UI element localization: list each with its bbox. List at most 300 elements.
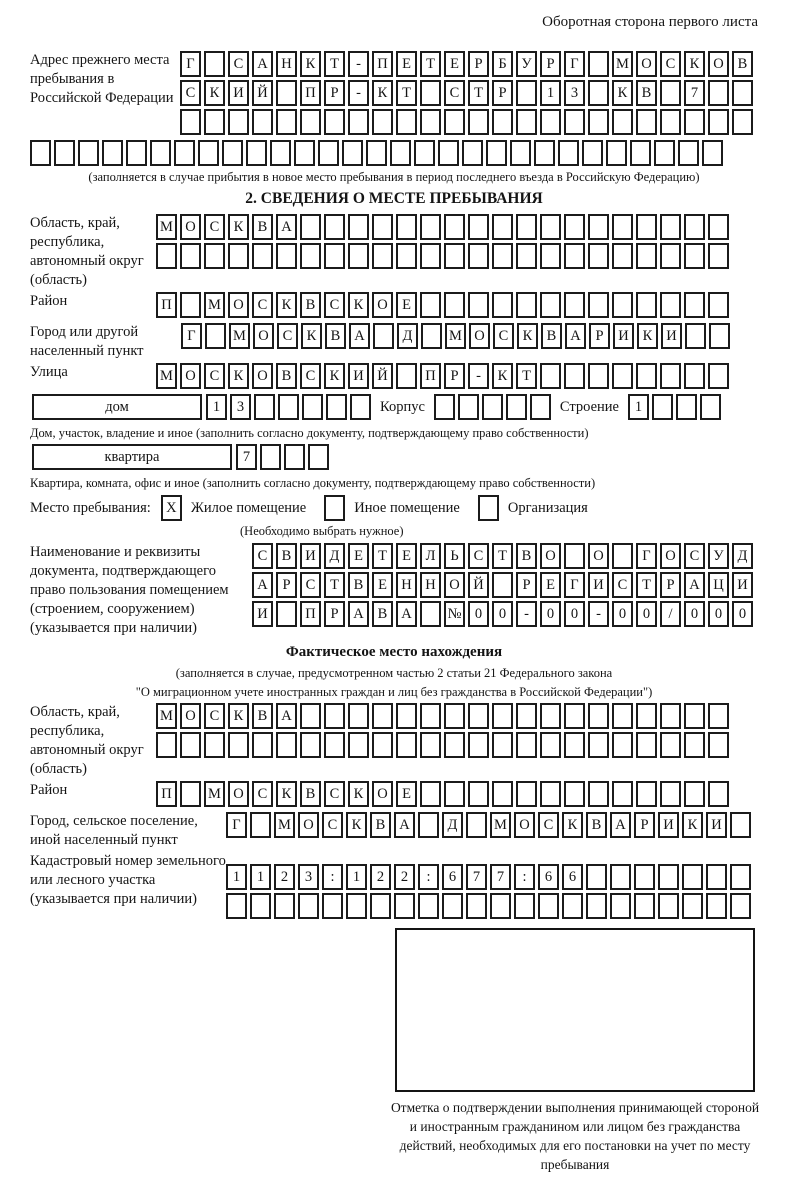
char-box[interactable]: [660, 80, 681, 106]
char-box[interactable]: [396, 109, 417, 135]
char-box[interactable]: [564, 363, 585, 389]
char-box[interactable]: -: [348, 51, 369, 77]
char-box[interactable]: [205, 323, 226, 349]
char-box[interactable]: Т: [492, 543, 513, 569]
char-box[interactable]: [636, 292, 657, 318]
char-box[interactable]: [156, 732, 177, 758]
char-box[interactable]: 1: [540, 80, 561, 106]
char-box[interactable]: К: [684, 51, 705, 77]
char-box[interactable]: О: [253, 323, 274, 349]
char-box[interactable]: [462, 140, 483, 166]
char-box[interactable]: [468, 732, 489, 758]
char-box[interactable]: [492, 243, 513, 269]
char-box[interactable]: [634, 893, 655, 919]
char-box[interactable]: [652, 394, 673, 420]
char-box[interactable]: А: [252, 572, 273, 598]
char-box[interactable]: [370, 893, 391, 919]
char-box[interactable]: [540, 214, 561, 240]
char-box[interactable]: [466, 812, 487, 838]
char-box[interactable]: [444, 732, 465, 758]
organization-checkbox[interactable]: [478, 495, 499, 521]
char-box[interactable]: В: [636, 80, 657, 106]
char-box[interactable]: [396, 703, 417, 729]
char-box[interactable]: П: [420, 363, 441, 389]
char-box[interactable]: Г: [226, 812, 247, 838]
char-box[interactable]: К: [204, 80, 225, 106]
char-box[interactable]: [204, 732, 225, 758]
char-box[interactable]: Е: [396, 292, 417, 318]
char-box[interactable]: [298, 893, 319, 919]
char-box[interactable]: К: [228, 703, 249, 729]
char-box[interactable]: И: [706, 812, 727, 838]
char-box[interactable]: [706, 864, 727, 890]
char-box[interactable]: [658, 864, 679, 890]
char-box[interactable]: О: [180, 703, 201, 729]
char-box[interactable]: -: [468, 363, 489, 389]
char-box[interactable]: В: [300, 292, 321, 318]
char-box[interactable]: [730, 812, 751, 838]
char-box[interactable]: П: [156, 781, 177, 807]
char-box[interactable]: К: [346, 812, 367, 838]
char-box[interactable]: [588, 703, 609, 729]
char-box[interactable]: [558, 140, 579, 166]
char-box[interactable]: [372, 732, 393, 758]
char-box[interactable]: М: [490, 812, 511, 838]
char-box[interactable]: [228, 109, 249, 135]
char-box[interactable]: [676, 394, 697, 420]
char-box[interactable]: [342, 140, 363, 166]
char-box[interactable]: [708, 781, 729, 807]
char-box[interactable]: [630, 140, 651, 166]
char-box[interactable]: С: [324, 292, 345, 318]
char-box[interactable]: В: [370, 812, 391, 838]
char-box[interactable]: К: [228, 363, 249, 389]
char-box[interactable]: А: [348, 601, 369, 627]
char-box[interactable]: [540, 703, 561, 729]
char-box[interactable]: 3: [298, 864, 319, 890]
char-box[interactable]: [732, 80, 753, 106]
char-box[interactable]: [588, 781, 609, 807]
char-box[interactable]: С: [228, 51, 249, 77]
char-box[interactable]: [308, 444, 329, 470]
char-box[interactable]: [396, 732, 417, 758]
char-box[interactable]: С: [538, 812, 559, 838]
char-box[interactable]: О: [228, 292, 249, 318]
char-box[interactable]: А: [610, 812, 631, 838]
char-box[interactable]: В: [252, 214, 273, 240]
char-box[interactable]: [246, 140, 267, 166]
char-box[interactable]: [588, 363, 609, 389]
char-box[interactable]: О: [514, 812, 535, 838]
char-box[interactable]: [254, 394, 275, 420]
char-box[interactable]: К: [612, 80, 633, 106]
char-box[interactable]: [434, 394, 455, 420]
char-box[interactable]: М: [274, 812, 295, 838]
char-box[interactable]: 7: [236, 444, 257, 470]
char-box[interactable]: [30, 140, 51, 166]
char-box[interactable]: Е: [540, 572, 561, 598]
char-box[interactable]: [516, 292, 537, 318]
char-box[interactable]: А: [396, 601, 417, 627]
char-box[interactable]: Р: [444, 363, 465, 389]
char-box[interactable]: У: [516, 51, 537, 77]
char-box[interactable]: О: [540, 543, 561, 569]
char-box[interactable]: [324, 243, 345, 269]
char-box[interactable]: О: [708, 51, 729, 77]
char-box[interactable]: [708, 243, 729, 269]
char-box[interactable]: [588, 732, 609, 758]
char-box[interactable]: [390, 140, 411, 166]
char-box[interactable]: Т: [396, 80, 417, 106]
char-box[interactable]: Й: [372, 363, 393, 389]
char-box[interactable]: Т: [468, 80, 489, 106]
char-box[interactable]: В: [732, 51, 753, 77]
char-box[interactable]: С: [252, 292, 273, 318]
char-box[interactable]: К: [276, 781, 297, 807]
char-box[interactable]: [372, 214, 393, 240]
char-box[interactable]: К: [348, 781, 369, 807]
char-box[interactable]: [418, 893, 439, 919]
char-box[interactable]: :: [322, 864, 343, 890]
char-box[interactable]: [492, 109, 513, 135]
char-box[interactable]: [156, 243, 177, 269]
char-box[interactable]: [420, 732, 441, 758]
char-box[interactable]: О: [469, 323, 490, 349]
char-box[interactable]: В: [372, 601, 393, 627]
char-box[interactable]: [174, 140, 195, 166]
char-box[interactable]: [654, 140, 675, 166]
char-box[interactable]: С: [684, 543, 705, 569]
char-box[interactable]: [492, 572, 513, 598]
char-box[interactable]: [492, 703, 513, 729]
char-box[interactable]: [458, 394, 479, 420]
char-box[interactable]: В: [276, 363, 297, 389]
char-box[interactable]: [708, 109, 729, 135]
char-box[interactable]: [658, 893, 679, 919]
char-box[interactable]: :: [418, 864, 439, 890]
char-box[interactable]: Е: [348, 543, 369, 569]
char-box[interactable]: [348, 109, 369, 135]
char-box[interactable]: [278, 394, 299, 420]
char-box[interactable]: [276, 80, 297, 106]
char-box[interactable]: 6: [562, 864, 583, 890]
char-box[interactable]: О: [252, 363, 273, 389]
char-box[interactable]: [540, 243, 561, 269]
char-box[interactable]: С: [322, 812, 343, 838]
char-box[interactable]: [318, 140, 339, 166]
char-box[interactable]: [492, 732, 513, 758]
char-box[interactable]: [564, 543, 585, 569]
char-box[interactable]: Д: [324, 543, 345, 569]
char-box[interactable]: [660, 214, 681, 240]
char-box[interactable]: [708, 732, 729, 758]
char-box[interactable]: С: [324, 781, 345, 807]
char-box[interactable]: [538, 893, 559, 919]
char-box[interactable]: 7: [466, 864, 487, 890]
char-box[interactable]: [612, 292, 633, 318]
char-box[interactable]: А: [276, 703, 297, 729]
char-box[interactable]: 0: [540, 601, 561, 627]
char-box[interactable]: [274, 893, 295, 919]
char-box[interactable]: [198, 140, 219, 166]
char-box[interactable]: 1: [346, 864, 367, 890]
char-box[interactable]: Р: [589, 323, 610, 349]
char-box[interactable]: [700, 394, 721, 420]
char-box[interactable]: Й: [252, 80, 273, 106]
char-box[interactable]: [442, 893, 463, 919]
char-box[interactable]: [516, 109, 537, 135]
char-box[interactable]: [612, 543, 633, 569]
char-box[interactable]: Г: [564, 51, 585, 77]
char-box[interactable]: 0: [684, 601, 705, 627]
char-box[interactable]: Ц: [708, 572, 729, 598]
char-box[interactable]: [684, 781, 705, 807]
char-box[interactable]: [420, 243, 441, 269]
char-box[interactable]: К: [276, 292, 297, 318]
char-box[interactable]: [636, 781, 657, 807]
char-box[interactable]: А: [276, 214, 297, 240]
char-box[interactable]: [421, 323, 442, 349]
char-box[interactable]: [222, 140, 243, 166]
char-box[interactable]: [636, 732, 657, 758]
char-box[interactable]: 0: [732, 601, 753, 627]
char-box[interactable]: [636, 243, 657, 269]
char-box[interactable]: Р: [660, 572, 681, 598]
char-box[interactable]: [534, 140, 555, 166]
char-box[interactable]: [684, 243, 705, 269]
char-box[interactable]: [660, 363, 681, 389]
char-box[interactable]: [78, 140, 99, 166]
char-box[interactable]: С: [444, 80, 465, 106]
char-box[interactable]: [372, 703, 393, 729]
char-box[interactable]: №: [444, 601, 465, 627]
char-box[interactable]: [506, 394, 527, 420]
char-box[interactable]: [420, 214, 441, 240]
char-box[interactable]: В: [586, 812, 607, 838]
char-box[interactable]: /: [660, 601, 681, 627]
char-box[interactable]: [394, 893, 415, 919]
char-box[interactable]: С: [252, 543, 273, 569]
char-box[interactable]: [444, 109, 465, 135]
char-box[interactable]: [418, 812, 439, 838]
char-box[interactable]: [540, 732, 561, 758]
char-box[interactable]: [708, 80, 729, 106]
char-box[interactable]: М: [445, 323, 466, 349]
char-box[interactable]: С: [300, 363, 321, 389]
char-box[interactable]: [396, 363, 417, 389]
char-box[interactable]: [562, 893, 583, 919]
char-box[interactable]: К: [300, 51, 321, 77]
char-box[interactable]: [444, 703, 465, 729]
char-box[interactable]: [588, 292, 609, 318]
char-box[interactable]: В: [541, 323, 562, 349]
char-box[interactable]: [540, 781, 561, 807]
char-box[interactable]: [444, 781, 465, 807]
char-box[interactable]: О: [444, 572, 465, 598]
char-box[interactable]: [250, 812, 271, 838]
char-box[interactable]: Н: [276, 51, 297, 77]
char-box[interactable]: П: [300, 80, 321, 106]
char-box[interactable]: [685, 323, 706, 349]
char-box[interactable]: Р: [634, 812, 655, 838]
char-box[interactable]: [396, 243, 417, 269]
char-box[interactable]: [348, 243, 369, 269]
char-box[interactable]: [348, 703, 369, 729]
char-box[interactable]: Е: [396, 781, 417, 807]
char-box[interactable]: [610, 864, 631, 890]
char-box[interactable]: [444, 243, 465, 269]
char-box[interactable]: Б: [492, 51, 513, 77]
char-box[interactable]: [420, 109, 441, 135]
char-box[interactable]: Т: [516, 363, 537, 389]
other-premises-checkbox[interactable]: [324, 495, 345, 521]
char-box[interactable]: Р: [492, 80, 513, 106]
char-box[interactable]: Е: [396, 543, 417, 569]
char-box[interactable]: В: [516, 543, 537, 569]
char-box[interactable]: 2: [370, 864, 391, 890]
char-box[interactable]: [636, 363, 657, 389]
char-box[interactable]: М: [156, 363, 177, 389]
char-box[interactable]: И: [348, 363, 369, 389]
char-box[interactable]: [610, 893, 631, 919]
char-box[interactable]: [708, 363, 729, 389]
char-box[interactable]: [420, 80, 441, 106]
char-box[interactable]: [486, 140, 507, 166]
char-box[interactable]: К: [517, 323, 538, 349]
char-box[interactable]: К: [637, 323, 658, 349]
char-box[interactable]: [294, 140, 315, 166]
char-box[interactable]: [564, 703, 585, 729]
char-box[interactable]: [490, 893, 511, 919]
char-box[interactable]: Г: [564, 572, 585, 598]
char-box[interactable]: [588, 214, 609, 240]
char-box[interactable]: М: [229, 323, 250, 349]
char-box[interactable]: 7: [490, 864, 511, 890]
char-box[interactable]: [420, 292, 441, 318]
char-box[interactable]: -: [588, 601, 609, 627]
char-box[interactable]: [350, 394, 371, 420]
char-box[interactable]: [252, 732, 273, 758]
char-box[interactable]: [228, 732, 249, 758]
char-box[interactable]: [468, 109, 489, 135]
char-box[interactable]: 6: [538, 864, 559, 890]
char-box[interactable]: А: [252, 51, 273, 77]
char-box[interactable]: И: [228, 80, 249, 106]
char-box[interactable]: [444, 214, 465, 240]
char-box[interactable]: Р: [276, 572, 297, 598]
char-box[interactable]: [706, 893, 727, 919]
char-box[interactable]: [634, 864, 655, 890]
char-box[interactable]: [284, 444, 305, 470]
char-box[interactable]: [516, 80, 537, 106]
char-box[interactable]: [684, 363, 705, 389]
char-box[interactable]: Д: [442, 812, 463, 838]
char-box[interactable]: [732, 109, 753, 135]
char-box[interactable]: Р: [540, 51, 561, 77]
char-box[interactable]: [516, 732, 537, 758]
char-box[interactable]: [228, 243, 249, 269]
char-box[interactable]: 1: [250, 864, 271, 890]
char-box[interactable]: [730, 893, 751, 919]
char-box[interactable]: К: [492, 363, 513, 389]
char-box[interactable]: М: [156, 703, 177, 729]
char-box[interactable]: К: [324, 363, 345, 389]
char-box[interactable]: О: [372, 781, 393, 807]
char-box[interactable]: [540, 109, 561, 135]
char-box[interactable]: [300, 732, 321, 758]
char-box[interactable]: А: [349, 323, 370, 349]
char-box[interactable]: [276, 109, 297, 135]
char-box[interactable]: А: [684, 572, 705, 598]
char-box[interactable]: [438, 140, 459, 166]
char-box[interactable]: [516, 214, 537, 240]
char-box[interactable]: [606, 140, 627, 166]
char-box[interactable]: [372, 109, 393, 135]
char-box[interactable]: [204, 109, 225, 135]
char-box[interactable]: И: [300, 543, 321, 569]
char-box[interactable]: С: [300, 572, 321, 598]
char-box[interactable]: [420, 601, 441, 627]
char-box[interactable]: И: [658, 812, 679, 838]
char-box[interactable]: [709, 323, 730, 349]
char-box[interactable]: [514, 893, 535, 919]
char-box[interactable]: [684, 109, 705, 135]
residential-checkbox[interactable]: X: [161, 495, 182, 521]
char-box[interactable]: О: [636, 51, 657, 77]
char-box[interactable]: Т: [636, 572, 657, 598]
char-box[interactable]: [373, 323, 394, 349]
char-box[interactable]: Е: [444, 51, 465, 77]
char-box[interactable]: [420, 703, 441, 729]
char-box[interactable]: К: [562, 812, 583, 838]
char-box[interactable]: [582, 140, 603, 166]
char-box[interactable]: С: [204, 363, 225, 389]
char-box[interactable]: А: [565, 323, 586, 349]
char-box[interactable]: Т: [420, 51, 441, 77]
char-box[interactable]: Д: [732, 543, 753, 569]
char-box[interactable]: [300, 109, 321, 135]
char-box[interactable]: О: [298, 812, 319, 838]
char-box[interactable]: [204, 243, 225, 269]
char-box[interactable]: Т: [372, 543, 393, 569]
char-box[interactable]: Р: [324, 80, 345, 106]
char-box[interactable]: О: [588, 543, 609, 569]
char-box[interactable]: М: [612, 51, 633, 77]
char-box[interactable]: Р: [324, 601, 345, 627]
char-box[interactable]: У: [708, 543, 729, 569]
char-box[interactable]: [348, 214, 369, 240]
char-box[interactable]: [482, 394, 503, 420]
char-box[interactable]: [372, 243, 393, 269]
char-box[interactable]: Е: [372, 572, 393, 598]
char-box[interactable]: [102, 140, 123, 166]
char-box[interactable]: О: [372, 292, 393, 318]
char-box[interactable]: [324, 732, 345, 758]
char-box[interactable]: [612, 243, 633, 269]
char-box[interactable]: С: [204, 214, 225, 240]
char-box[interactable]: С: [277, 323, 298, 349]
char-box[interactable]: [468, 214, 489, 240]
char-box[interactable]: [612, 363, 633, 389]
char-box[interactable]: 1: [226, 864, 247, 890]
char-box[interactable]: К: [348, 292, 369, 318]
char-box[interactable]: Т: [324, 572, 345, 598]
char-box[interactable]: М: [156, 214, 177, 240]
char-box[interactable]: [708, 703, 729, 729]
char-box[interactable]: [516, 781, 537, 807]
char-box[interactable]: А: [394, 812, 415, 838]
char-box[interactable]: [468, 703, 489, 729]
